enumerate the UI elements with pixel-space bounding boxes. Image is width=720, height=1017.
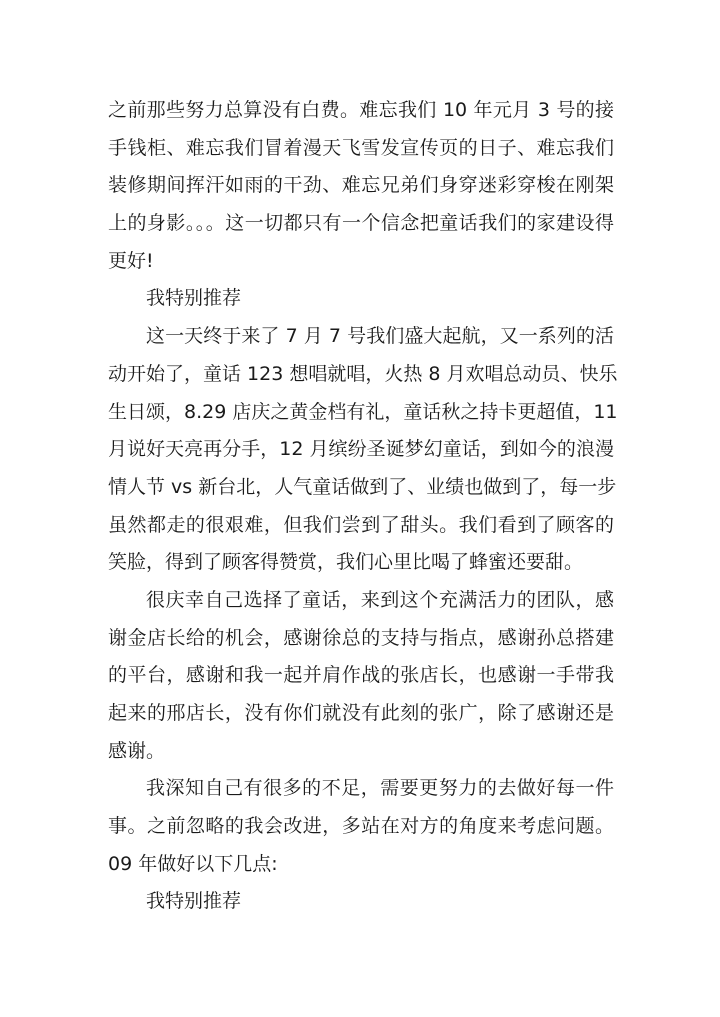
text-line: 谢金店长给的机会，感谢徐总的支持与指点，感谢孙总搭建 (108, 626, 614, 649)
text-line: 很庆幸自己选择了童话，来到这个充满活力的团队，感 (146, 588, 614, 611)
text-line: 笑脸，得到了顾客得赞赏，我们心里比喝了蜂蜜还要甜。 (108, 551, 584, 574)
text-line: 装修期间挥汗如雨的干劲、难忘兄弟们身穿迷彩穿梭在刚架 (108, 174, 614, 197)
text-line: 事。之前忽略的我会改进，多站在对方的角度来考虑问题。 (108, 815, 614, 838)
text-line: 感谢。 (108, 739, 166, 762)
text-line: 动开始了，童话 123 想唱就唱，火热 8 月欢唱总动员、快乐 (108, 362, 618, 385)
section-heading: 我特别推荐 (146, 287, 242, 310)
text-line: 手钱柜、难忘我们冒着漫天飞雪发宣传页的日子、难忘我们 (108, 136, 614, 159)
section-heading: 我特别推荐 (146, 890, 242, 913)
text-line: 的平台，感谢和我一起并肩作战的张店长，也感谢一手带我 (108, 664, 614, 687)
text-line: 情人节 vs 新台北，人气童话做到了、业绩也做到了，每一步 (108, 475, 617, 498)
text-line: 月说好天亮再分手，12 月缤纷圣诞梦幻童话，到如今的浪漫 (108, 438, 614, 461)
text-line: 起来的邢店长，没有你们就没有此刻的张广，除了感谢还是 (108, 702, 614, 724)
text-line: 更好! (108, 249, 154, 272)
text-line: 我深知自己有很多的不足，需要更努力的去做好每一件 (146, 777, 614, 800)
document-page (108, 92, 618, 921)
text-line: 生日颂，8.29 店庆之黄金档有礼，童话秋之持卡更超值，11 (108, 400, 618, 423)
text-line: 这一天终于来了 7 月 7 号我们盛大起航，又一系列的活 (146, 325, 614, 348)
text-line: 虽然都走的很艰难，但我们尝到了甜头。我们看到了顾客的 (108, 513, 614, 536)
text-line: 09 年做好以下几点: (108, 852, 278, 875)
text-line: 之前那些努力总算没有白费。难忘我们 10 年元月 3 号的接 (108, 99, 614, 121)
text-line: 上的身影。。。这一切都只有一个信念把童话我们的家建设得 (108, 212, 614, 235)
